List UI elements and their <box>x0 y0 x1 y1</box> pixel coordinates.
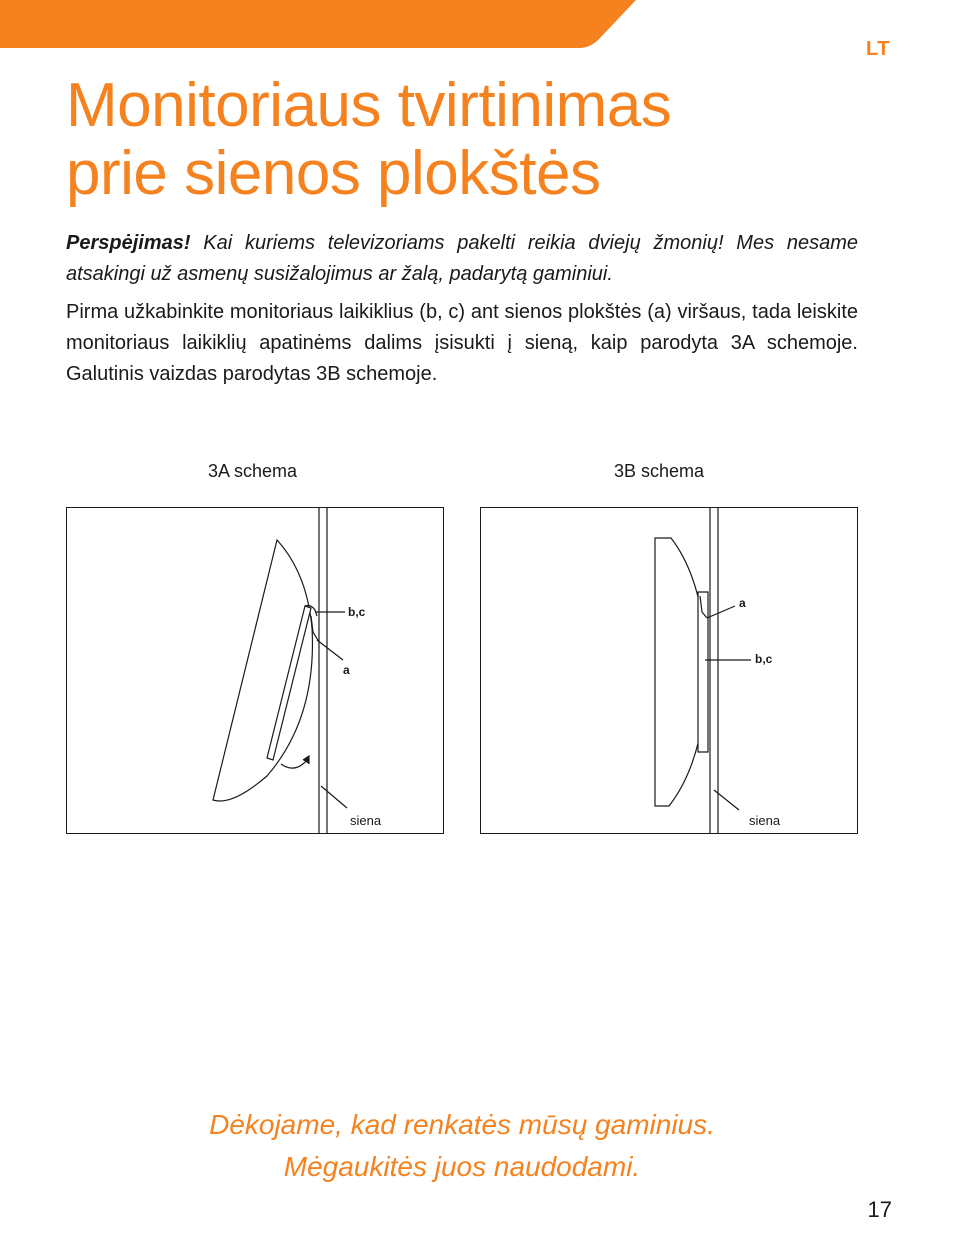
page-number: 17 <box>867 1197 892 1222</box>
thanks-message <box>66 1104 858 1188</box>
leader-line-a <box>707 606 735 618</box>
instructions-paragraph: Pirma užkabinkite monitoriaus laikiklius (b, c) ant sienos plokštės (a) viršaus, tada leiskite monitoriaus laikiklių apatinėms dalims įsisukti į sieną, kaip parodyta 3A schemoje. Galutinis vaizdas parodytas 3B schemoje. <box>66 301 858 385</box>
rotation-arrow <box>281 760 307 768</box>
page-title-line-2: prie sienos plokštės <box>66 139 601 208</box>
diagram-3b-title: 3B schema <box>614 461 705 481</box>
diagram-3a <box>66 507 444 834</box>
label-bc: b,c <box>348 605 366 619</box>
thanks-line-2: Mėgaukitės juos naudodami. <box>283 1151 641 1182</box>
diagram-3a-title: 3A schema <box>208 461 298 481</box>
page-title-line-1: Monitoriaus tvirtinimas <box>66 71 672 140</box>
page-title <box>66 72 866 208</box>
label-bc: b,c <box>755 652 773 666</box>
language-code: LT <box>866 38 890 60</box>
monitor-back-plate <box>698 592 708 752</box>
leader-line-a <box>317 640 343 660</box>
label-a: a <box>343 663 350 677</box>
monitor-body <box>213 540 312 801</box>
diagram-3b <box>480 507 858 834</box>
label-a: a <box>739 596 746 610</box>
label-wall: siena <box>749 813 781 828</box>
label-wall: siena <box>350 813 382 828</box>
warning-paragraph <box>66 228 858 290</box>
warning-text: Kai kuriems televizoriams pakelti reikia dviejų žmonių! Mes nesame atsakingi už asmenų susižalojimus ar žalą, padarytą gaminiui. <box>66 232 858 285</box>
thanks-line-1: Dėkojame, kad renkatės mūsų gaminius. <box>209 1109 715 1140</box>
leader-line-wall <box>321 786 347 808</box>
warning-lead: Perspėjimas! <box>66 232 191 254</box>
header-accent-band <box>0 0 640 48</box>
